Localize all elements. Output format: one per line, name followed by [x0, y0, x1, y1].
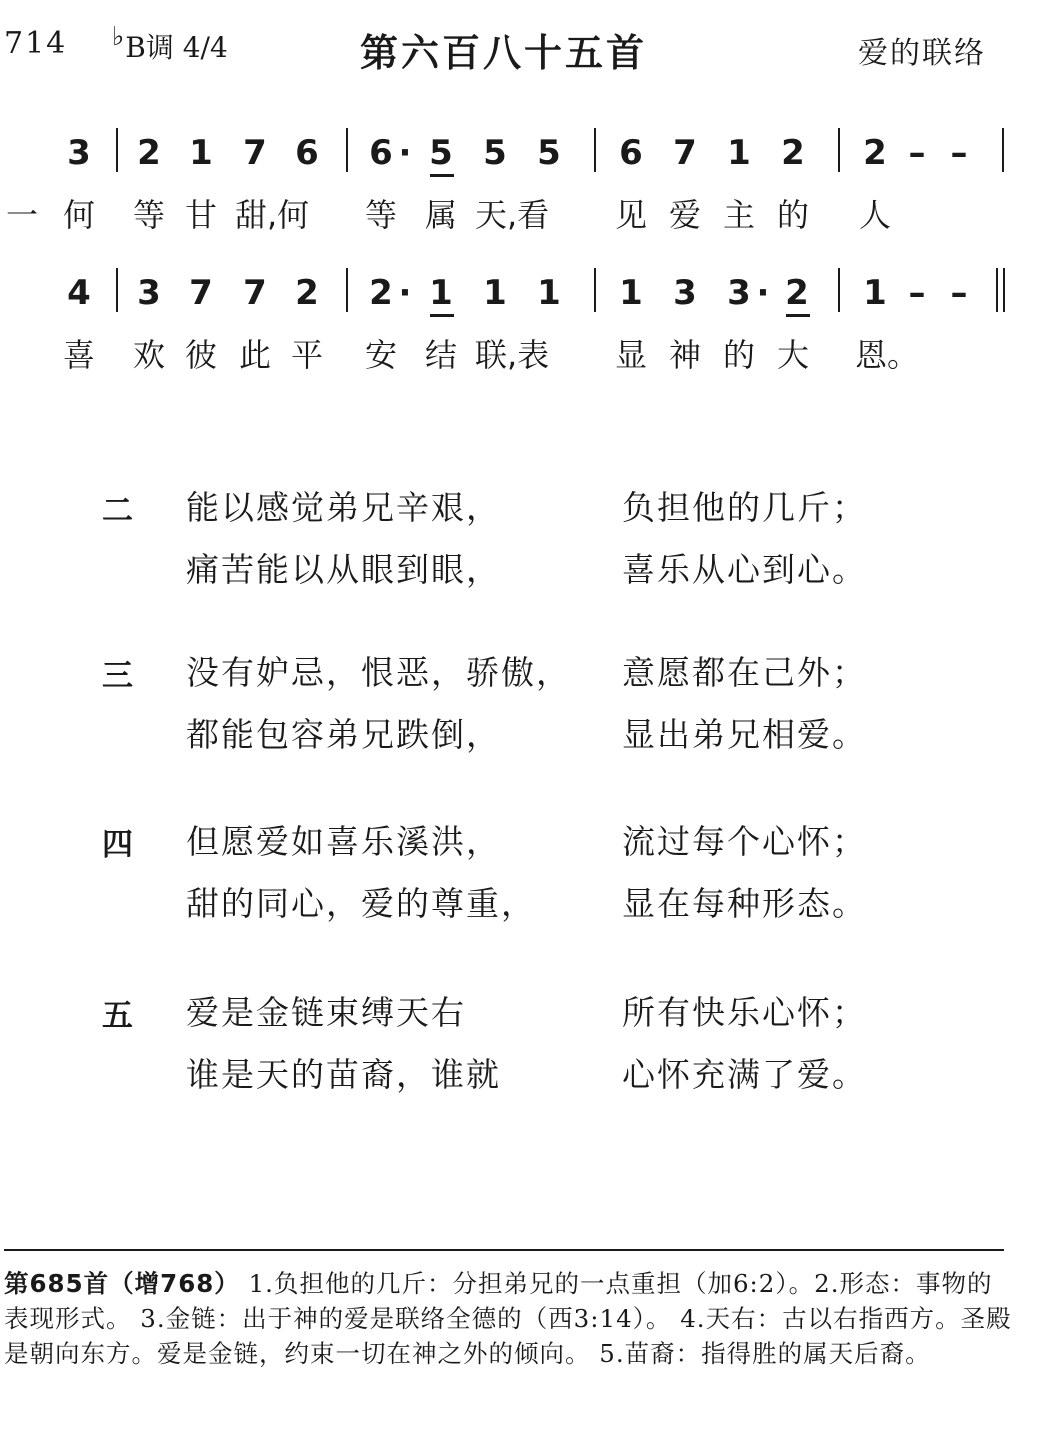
- note: 7: [243, 133, 267, 173]
- note-underline: [430, 174, 454, 177]
- verse-line: 能以感觉弟兄辛艰，: [186, 488, 501, 527]
- note-underline: [786, 314, 810, 317]
- lyric-word: 主: [722, 196, 755, 234]
- hymn-title: 第六百八十五首: [360, 31, 648, 75]
- verse-line: 所有快乐心怀；: [622, 993, 867, 1032]
- note: 4: [67, 273, 91, 313]
- bar-line: [838, 128, 840, 172]
- verse-line: 没有妒忌，恨恶，骄傲，: [186, 653, 571, 692]
- verse-line: 意愿都在己外；: [622, 653, 867, 692]
- lyric-word: 安: [364, 336, 397, 374]
- verse-line: 谁是天的苗裔，谁就: [186, 1055, 501, 1094]
- note: 1: [189, 133, 213, 173]
- note-underline: [430, 314, 454, 317]
- footnote: [4, 1266, 1014, 1371]
- lyric-word: 平: [290, 336, 323, 374]
- lyric-word: 爱: [668, 196, 701, 234]
- note: 2: [863, 133, 887, 173]
- bar-line: [346, 268, 348, 312]
- verse-line: 都能包容弟兄跌倒，: [186, 715, 501, 754]
- note: 6: [295, 133, 319, 173]
- verse-number: 五: [102, 998, 133, 1034]
- note: 1: [537, 273, 561, 313]
- note-dash: –: [950, 133, 968, 173]
- note: 1: [863, 273, 887, 313]
- lyric-word: 人: [858, 196, 891, 234]
- bar-line: [594, 268, 596, 312]
- hymn-page-number: 714: [4, 26, 68, 61]
- note: 2: [785, 273, 809, 313]
- verse-line: 痛苦能以从眼到眼，: [186, 550, 501, 589]
- verse-line: 流过每个心怀；: [622, 822, 867, 861]
- lyric-word: 等: [132, 196, 165, 234]
- note-dash: –: [908, 273, 926, 313]
- lyric-word: 的: [722, 336, 755, 374]
- verse-line: 显出弟兄相爱。: [622, 715, 867, 754]
- verse-line: 甜的同心，爱的尊重，: [186, 884, 536, 923]
- verse-line: 但愿爱如喜乐溪洪，: [186, 822, 501, 861]
- note: 3: [67, 133, 91, 173]
- note: 3: [137, 273, 161, 313]
- note: 1: [429, 273, 453, 313]
- note: 7: [673, 133, 697, 173]
- final-double-bar: [996, 268, 1005, 312]
- lyric-word: 天,看: [475, 196, 550, 234]
- lyric-word: 显: [614, 336, 647, 374]
- bar-line: [346, 128, 348, 172]
- verse-line: 喜乐从心到心。: [622, 550, 867, 589]
- lyric-word: 彼: [184, 336, 217, 374]
- note: 5: [537, 133, 561, 173]
- lyric-word: 此: [238, 336, 271, 374]
- lyric-word: 喜: [62, 336, 95, 374]
- lyric-word: 属: [424, 196, 457, 234]
- lyric-word: 何: [62, 196, 95, 234]
- note: 2: [781, 133, 805, 173]
- lyric-word: 的: [776, 196, 809, 234]
- note: 5: [483, 133, 507, 173]
- note: 7: [243, 273, 267, 313]
- flat-sign: ♭: [112, 22, 125, 52]
- note: 3: [673, 273, 697, 313]
- bar-line: [838, 268, 840, 312]
- note: 6: [619, 133, 643, 173]
- note: 1: [619, 273, 643, 313]
- note: 5: [429, 133, 453, 173]
- lyric-word: 见: [614, 196, 647, 234]
- dot: ·: [398, 133, 412, 173]
- bar-line: [1002, 128, 1004, 172]
- note: 2: [295, 273, 319, 313]
- note: 1: [483, 273, 507, 313]
- note: 3: [727, 273, 751, 313]
- lyric-word: 大: [776, 336, 809, 374]
- note: 2: [369, 273, 393, 313]
- lyric-word: 欢: [132, 336, 165, 374]
- lyric-word: 恩。: [855, 336, 920, 374]
- note-dash: –: [908, 133, 926, 173]
- hymn-subtitle: 爱的联络: [858, 36, 986, 71]
- lyric-word: 联,表: [475, 336, 550, 374]
- verse-number-1: 一: [5, 196, 38, 234]
- lyric-word: 甘: [184, 196, 217, 234]
- verse-number: 四: [102, 827, 133, 863]
- verse-line: 显在每种形态。: [622, 884, 867, 923]
- lyric-word: 等: [364, 196, 397, 234]
- jianpu-score: [0, 0, 1053, 400]
- bar-line: [116, 128, 118, 172]
- verse-line: 爱是金链束缚天右: [186, 993, 466, 1032]
- bar-line: [594, 128, 596, 172]
- note: 6: [369, 133, 393, 173]
- verse-number: 三: [102, 658, 133, 694]
- key-and-time: B调 4/4: [125, 31, 228, 64]
- verse-line: 负担他的几斤；: [622, 488, 867, 527]
- verse-line: 心怀充满了爱。: [622, 1055, 867, 1094]
- footnote-label: 第685首（增768）: [4, 1269, 240, 1298]
- lyric-word: 结: [424, 336, 457, 374]
- note: 7: [189, 273, 213, 313]
- note-dash: –: [950, 273, 968, 313]
- dot: ·: [398, 273, 412, 313]
- note: 2: [137, 133, 161, 173]
- verse-number: 二: [102, 493, 133, 529]
- lyric-word: 神: [668, 336, 701, 374]
- note: 1: [727, 133, 751, 173]
- bar-line: [116, 268, 118, 312]
- footnote-text: 1.负担他的几斤：分担弟兄的一点重担（加6:2）。2.形态：事物的表现形式。 3.金链：出于神的爱是联络全德的（西3:14）。 4.天右：古以右指西方。圣殿是朝向东方。爱是金链，约束一切在神之外的倾向。 5.苗裔：指得胜的属天后裔。: [4, 1269, 1012, 1368]
- lyric-word: 甜,何: [235, 196, 310, 234]
- dot: ·: [756, 273, 770, 313]
- footnote-divider: [4, 1249, 1004, 1251]
